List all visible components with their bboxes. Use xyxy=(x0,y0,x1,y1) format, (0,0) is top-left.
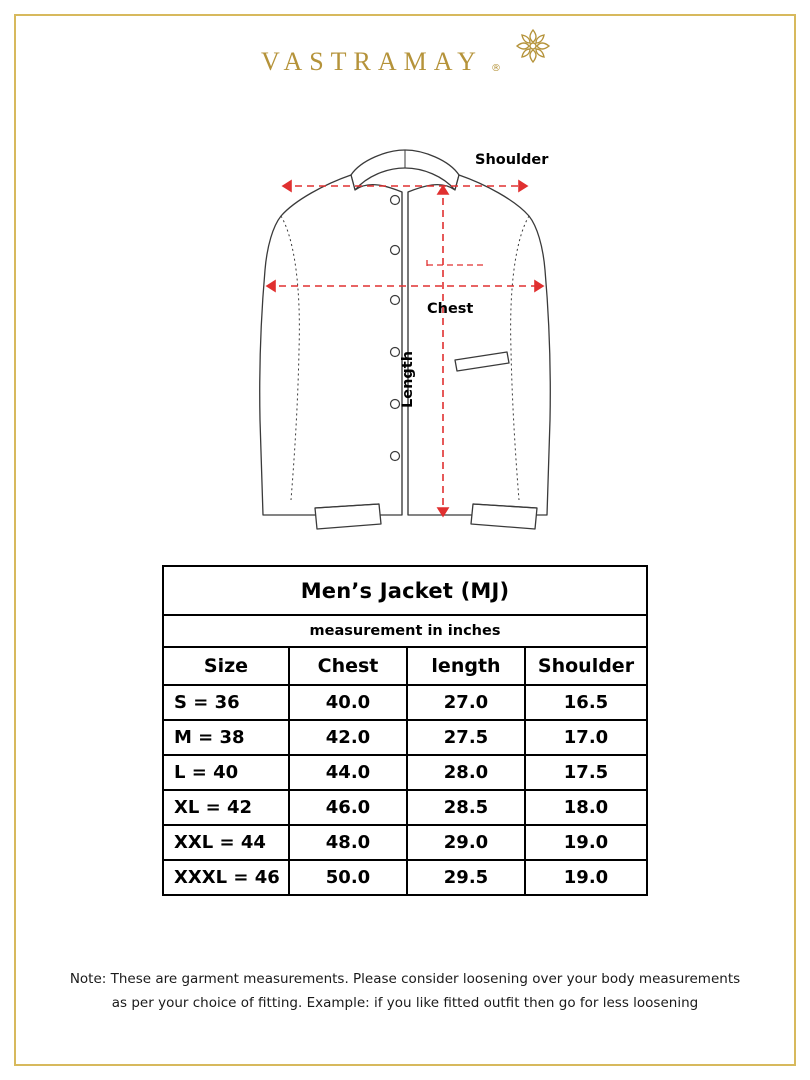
length-label: Length xyxy=(400,350,416,408)
table-row xyxy=(163,755,647,790)
footer-note xyxy=(38,968,772,1015)
cell-length: 27.5 xyxy=(407,720,525,755)
cell-length: 28.5 xyxy=(407,790,525,825)
table-title: Men’s Jacket (MJ) xyxy=(163,566,647,615)
cell-shoulder: 17.0 xyxy=(525,720,647,755)
jacket-diagram xyxy=(155,120,655,540)
cell-length: 29.0 xyxy=(407,825,525,860)
cell-chest: 50.0 xyxy=(289,860,407,895)
shoulder-label: Shoulder xyxy=(475,152,549,168)
table-row xyxy=(163,790,647,825)
cell-shoulder: 18.0 xyxy=(525,790,647,825)
table-row xyxy=(163,720,647,755)
cell-size: S = 36 xyxy=(163,685,289,720)
table-row xyxy=(163,860,647,895)
cell-shoulder: 17.5 xyxy=(525,755,647,790)
cell-size: L = 40 xyxy=(163,755,289,790)
cell-chest: 46.0 xyxy=(289,790,407,825)
floral-ornament-icon xyxy=(513,26,549,70)
table-subtitle-row xyxy=(163,615,647,647)
table-subtitle: measurement in inches xyxy=(163,615,647,647)
cell-shoulder: 16.5 xyxy=(525,685,647,720)
table-row xyxy=(163,825,647,860)
cell-chest: 42.0 xyxy=(289,720,407,755)
cell-chest: 44.0 xyxy=(289,755,407,790)
registered-mark: ® xyxy=(490,62,501,74)
cell-chest: 48.0 xyxy=(289,825,407,860)
column-header-size: Size xyxy=(163,647,289,685)
cell-chest: 40.0 xyxy=(289,685,407,720)
size-table xyxy=(162,565,648,896)
cell-size: XXL = 44 xyxy=(163,825,289,860)
cell-length: 27.0 xyxy=(407,685,525,720)
cell-shoulder: 19.0 xyxy=(525,860,647,895)
table-header-row xyxy=(163,647,647,685)
cell-length: 28.0 xyxy=(407,755,525,790)
cell-shoulder: 19.0 xyxy=(525,825,647,860)
cell-length: 29.5 xyxy=(407,860,525,895)
cell-size: XXXL = 46 xyxy=(163,860,289,895)
brand-name: VASTRAMAY xyxy=(261,47,483,76)
column-header-length: length xyxy=(407,647,525,685)
cell-size: XL = 42 xyxy=(163,790,289,825)
cell-size: M = 38 xyxy=(163,720,289,755)
column-header-shoulder: Shoulder xyxy=(525,647,647,685)
note-line-2: as per your choice of fitting. Example: if you like fitted outfit then go for less loosening xyxy=(111,994,699,1011)
column-header-chest: Chest xyxy=(289,647,407,685)
brand-header xyxy=(0,40,810,84)
table-row xyxy=(163,685,647,720)
chest-label: Chest xyxy=(427,301,474,317)
note-line-1: Note: These are garment measurements. Please consider loosening over your body measurements xyxy=(69,971,741,987)
table-title-row xyxy=(163,566,647,615)
